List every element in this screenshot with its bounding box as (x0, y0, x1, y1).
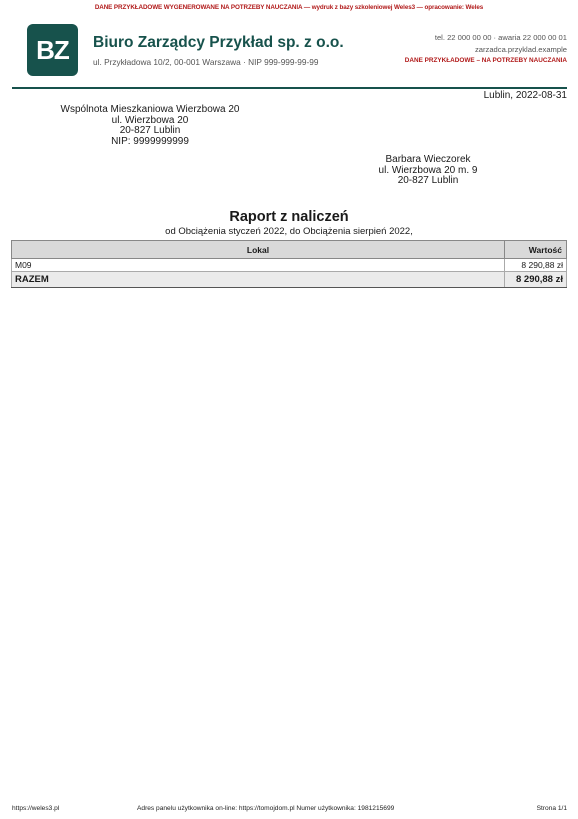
footer-website-link[interactable]: https://weles3.pl (12, 805, 60, 812)
recipient-name: Barbara Wieczorek (385, 154, 471, 165)
letterhead (27, 22, 567, 88)
recipient-street: ul. Wierzbowa 20 m. 9 (378, 164, 478, 176)
document-date: Lublin, 2022-08-31 (483, 90, 567, 101)
company-logo: BZ (27, 24, 78, 76)
report-subtitle: od Obciążenia styczeń 2022, do Obciążenia sierpień 2022, (165, 226, 413, 237)
cell-lokal: M09 (12, 259, 505, 272)
column-header-value: Wartość (505, 241, 567, 259)
total-label: RAZEM (12, 272, 505, 288)
sender-nip: NIP: 9999999999 (111, 135, 189, 147)
sender-city: 20-827 Lublin (119, 125, 181, 137)
sender-address (55, 105, 245, 147)
company-name: Biuro Zarządcy Przykład sp. z o.o. (93, 34, 344, 51)
contact-sample-notice: DANE PRZYKŁADOWE – NA POTRZEBY NAUCZANIA (404, 57, 567, 64)
total-value: 8 290,88 zł (505, 272, 567, 288)
report-table (11, 240, 567, 288)
table-total-row (12, 272, 567, 288)
table-header-row (12, 241, 567, 259)
cell-value: 8 290,88 zł (505, 259, 567, 272)
company-address: ul. Przykładowa 10/2, 00-001 Warszawa · NIP 999-999-99-99 (93, 57, 319, 67)
footer-panel-info: Adres panelu użytkownika on-line: https://tomojdom.pl Numer użytkownika: 1981215699 (137, 805, 395, 812)
column-header-lokal: Lokal (12, 241, 505, 259)
table-row (12, 259, 567, 272)
header-divider (12, 87, 567, 89)
recipient-city: 20-827 Lublin (397, 175, 459, 187)
contact-website: zarzadca.przyklad.example (474, 44, 567, 54)
footer-page-number: Strona 1/1 (536, 805, 567, 812)
page-footer (12, 805, 567, 815)
report-title: Raport z naliczeń (229, 209, 349, 225)
contact-block (405, 32, 567, 67)
recipient-address (368, 155, 488, 187)
watermark-banner: DANE PRZYKŁADOWE WYGENEROWANE NA POTRZEBY NAUCZANIA — wydruk z bazy szkoleniowej Weles3 — opracowanie: Weles (94, 4, 484, 11)
sender-street: ul. Wierzbowa 20 (111, 114, 189, 126)
contact-phone: tel. 22 000 00 00 · awaria 22 000 00 01 (434, 33, 567, 42)
sender-name: Wspólnota Mieszkaniowa Wierzbowa 20 (60, 104, 240, 115)
